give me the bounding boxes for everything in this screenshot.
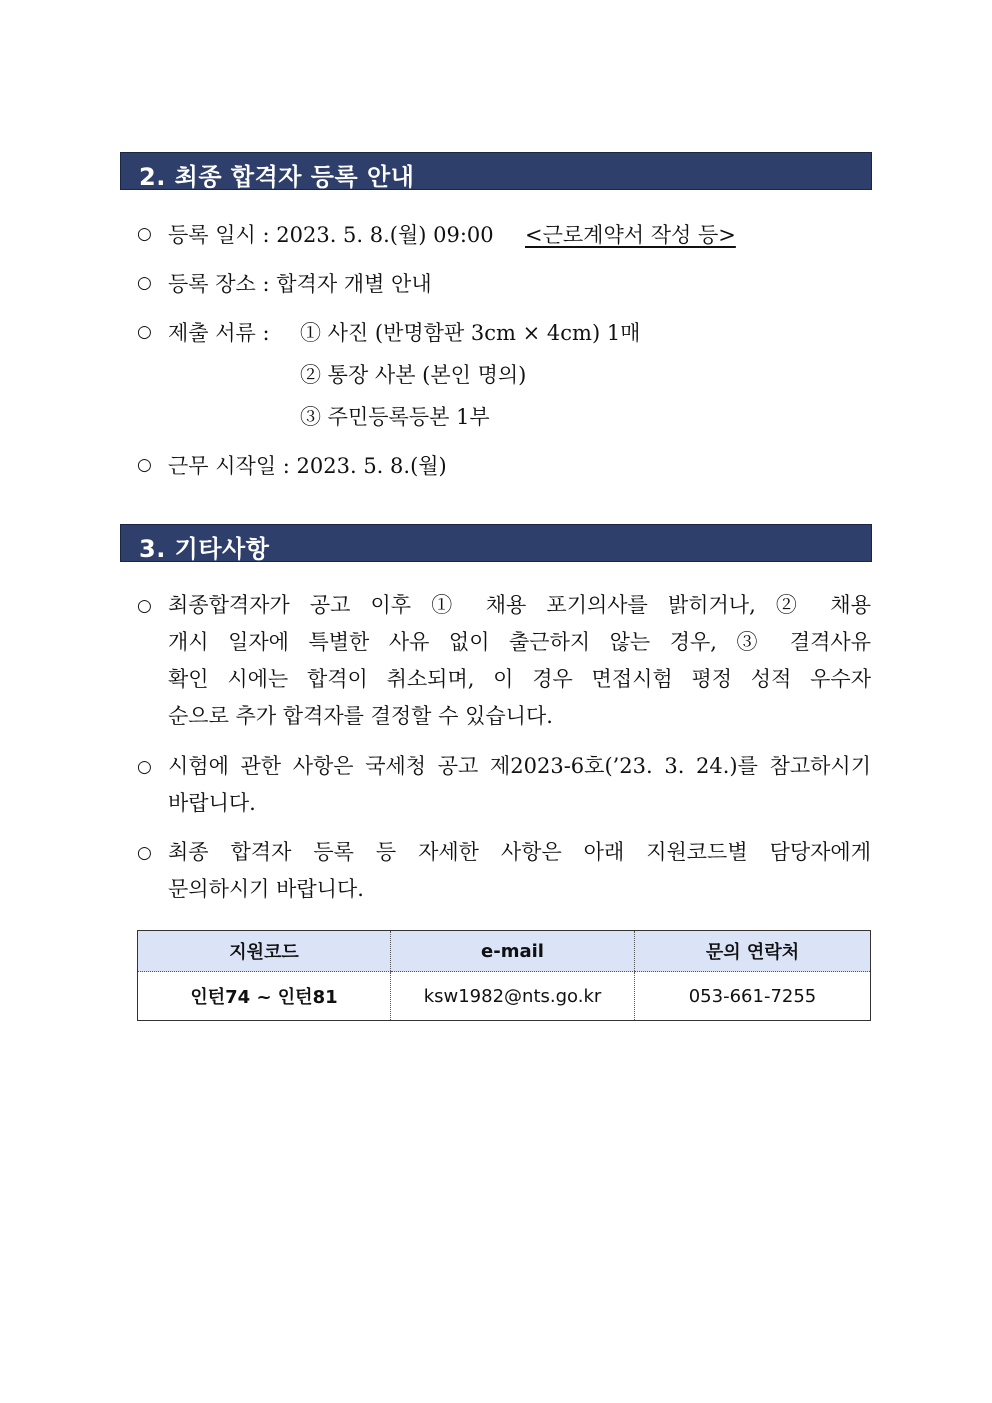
documents-label: 제출 서류 : xyxy=(168,321,270,345)
work-start-value: 2023. 5. 8.(월) xyxy=(296,454,447,478)
bullet: ○ xyxy=(137,224,152,244)
bullet: ○ xyxy=(137,596,152,616)
table-row xyxy=(138,972,871,1021)
paragraph-line: 문의하시기 바랍니다. xyxy=(168,877,364,901)
paragraph-line: 최종합격자가 공고 이후 ① 채용 포기의사를 밝히거나, ② 채용 xyxy=(168,593,871,617)
registration-date-label: 등록 일시 : xyxy=(168,223,277,247)
registration-place xyxy=(168,268,432,298)
notice-paragraph-1 xyxy=(168,587,871,735)
paragraph-line: 순으로 추가 합격자를 결정할 수 있습니다. xyxy=(168,704,553,728)
bullet: ○ xyxy=(137,757,152,777)
notice-paragraph-2 xyxy=(168,748,871,822)
document-item: ③ 주민등록등본 1부 xyxy=(300,405,490,429)
cell-application-code: 인턴74 ~ 인턴81 xyxy=(138,972,391,1021)
header-email: e-mail xyxy=(391,931,635,972)
contact-table xyxy=(137,930,871,1021)
header-application-code: 지원코드 xyxy=(138,931,391,972)
registration-date-value: 2023. 5. 8.(월) 09:00 xyxy=(276,223,494,247)
notice-paragraph-3 xyxy=(168,834,871,908)
bullet: ○ xyxy=(137,455,152,475)
registration-date xyxy=(168,219,494,249)
cell-email: ksw1982@nts.go.kr xyxy=(391,972,635,1021)
paragraph-line: 시험에 관한 사항은 국세청 공고 제2023-6호(’23. 3. 24.)를 참고하시기 xyxy=(168,754,871,778)
paragraph-line: 확인 시에는 합격이 취소되며, 이 경우 면접시험 평정 성적 우수자 xyxy=(168,667,871,691)
registration-place-label: 등록 장소 : xyxy=(168,272,277,296)
paragraph-line: 최종 합격자 등록 등 자세한 사항은 아래 지원코드별 담당자에게 xyxy=(168,840,871,864)
section-3-title: 3. 기타사항 xyxy=(139,535,270,563)
work-start-date xyxy=(168,450,447,480)
header-contact: 문의 연락처 xyxy=(635,931,871,972)
document-item: ② 통장 사본 (본인 명의) xyxy=(300,363,527,387)
bullet: ○ xyxy=(137,322,152,342)
paragraph-line: 바랍니다. xyxy=(168,791,256,815)
section-2-title: 2. 최종 합격자 등록 안내 xyxy=(139,163,415,191)
bullet: ○ xyxy=(137,273,152,293)
bullet: ○ xyxy=(137,843,152,863)
table-header-row xyxy=(138,931,871,972)
document-item: ① 사진 (반명함판 3cm × 4cm) 1매 xyxy=(300,321,641,345)
registration-place-value: 합격자 개별 안내 xyxy=(276,272,432,296)
cell-contact: 053-661-7255 xyxy=(635,972,871,1021)
paragraph-line: 개시 일자에 특별한 사유 없이 출근하지 않는 경우, ③ 결격사유 xyxy=(168,630,871,654)
work-start-label: 근무 시작일 : xyxy=(168,454,297,478)
section-2-header xyxy=(120,152,872,190)
registration-date-note: <근로계약서 작성 등> xyxy=(525,223,736,247)
section-3-header xyxy=(120,524,872,562)
